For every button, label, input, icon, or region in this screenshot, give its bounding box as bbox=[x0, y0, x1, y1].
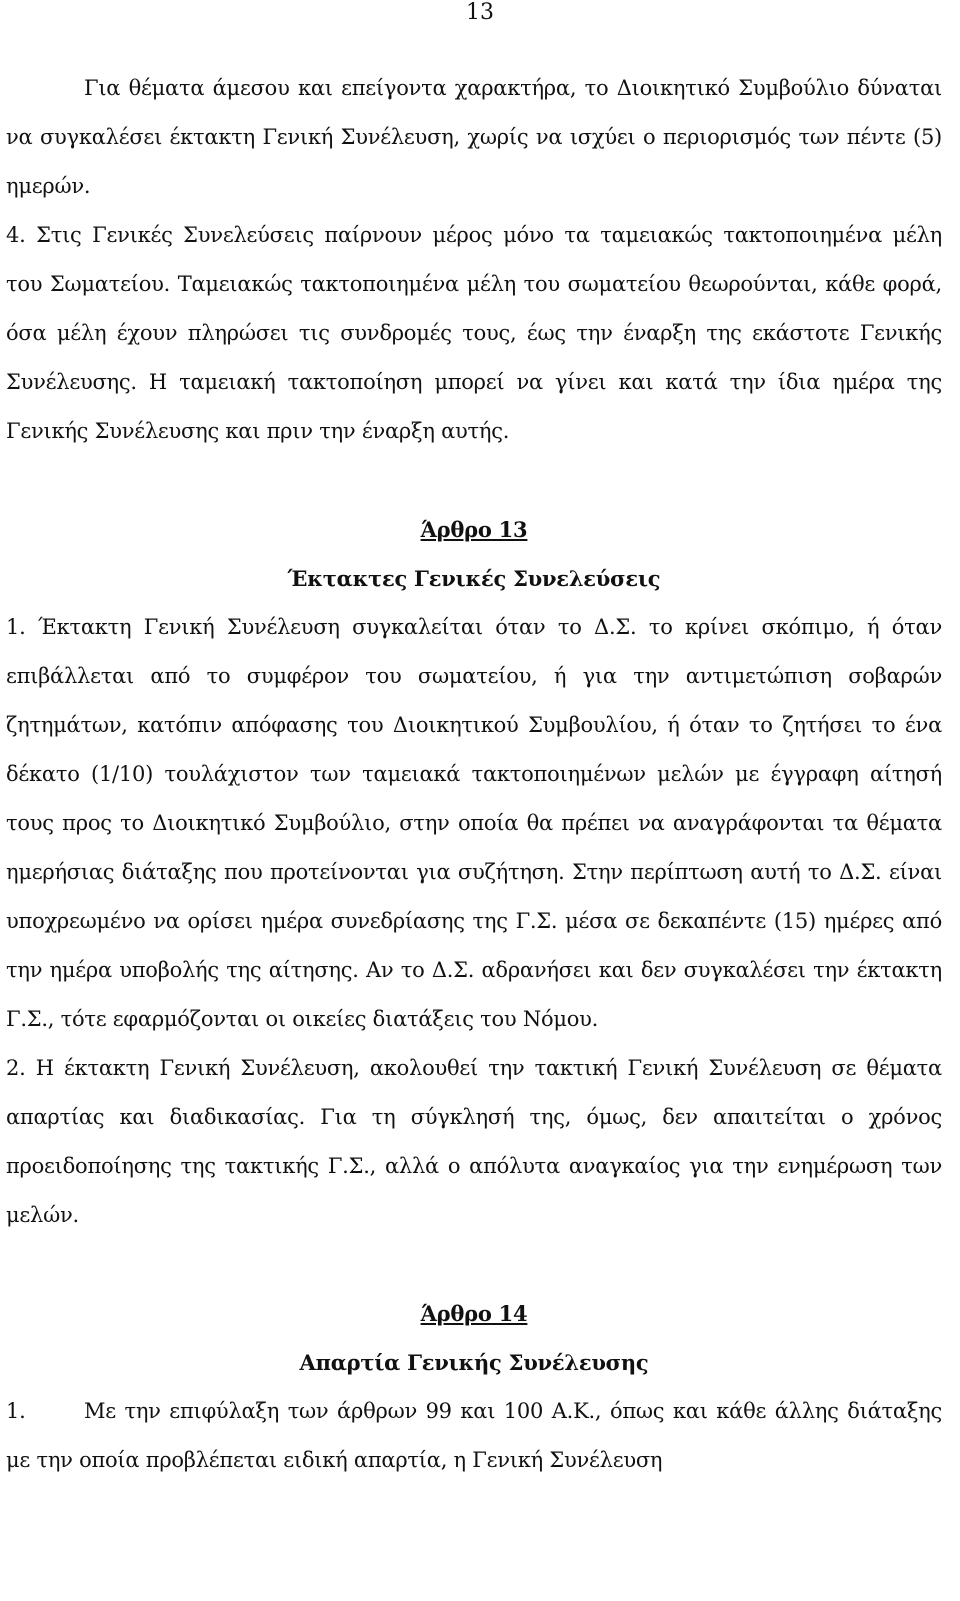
article-14-subtitle: Απαρτία Γενικής Συνέλευσης bbox=[299, 1350, 649, 1375]
article-14-paragraph-1-text: Με την επιφύλαξη των άρθρων 99 και 100 Α.Κ., όπως και κάθε άλλης διάταξης με την οποία προβλέπεται ειδική απαρτία, η Γενική Συνέλευση bbox=[6, 1399, 942, 1472]
article-14-paragraph-1 bbox=[6, 1387, 942, 1485]
page-number: 13 bbox=[466, 0, 494, 25]
spacer bbox=[6, 456, 942, 505]
document-body bbox=[6, 64, 942, 1485]
article-13-title: Άρθρο 13 bbox=[420, 517, 528, 542]
article-14-title: Άρθρο 14 bbox=[420, 1301, 528, 1326]
spacer bbox=[6, 1240, 942, 1289]
article-13-paragraph-1: 1. Έκτακτη Γενική Συνέλευση συγκαλείται όταν το Δ.Σ. το κρίνει σκόπιμο, ή όταν επιβάλλεται από το συμφέρον του σωματείου, ή για την αντιμετώπιση σοβαρών ζητημάτων, κατόπιν απόφασης του Διοικητικού Συμβουλίου, ή όταν το ζητήσει το ένα δέκατο (1/10) τουλάχιστον των ταμειακά τακτοποιημένων μελών με έγγραφη αίτησή τους προς το Διοικητικό Συμβούλιο, στην οποία θα πρέπει να αναγράφονται τα θέματα ημερήσιας διάταξης που προτείνονται για συζήτηση. Στην περίπτωση αυτή το Δ.Σ. είναι υποχρεωμένο να ορίσει ημέρα συνεδρίασης της Γ.Σ. μέσα σε δεκαπέντε (15) ημέρες από την ημέρα υποβολής της αίτησης. Αν το Δ.Σ. αδρανήσει και δεν συγκαλέσει την έκτακτη Γ.Σ., τότε εφαρμόζονται οι οικείες διατάξεις του Νόμου. bbox=[6, 615, 942, 1031]
article-13-subtitle: Έκτακτες Γενικές Συνελεύσεις bbox=[287, 566, 661, 591]
paragraph-item-4: 4. Στις Γενικές Συνελεύσεις παίρνουν μέρος μόνο τα ταμειακώς τακτοποιημένα μέλη του Σωματείου. Ταμειακώς τακτοποιημένα μέλη του σωματείου θεωρούνται, κάθε φορά, όσα μέλη έχουν πληρώσει τις συνδρομές τους, έως την έναρξη της εκάστοτε Γενικής Συνέλευσης. Η ταμειακή τακτοποίηση μπορεί να γίνει και κατά την ίδια ημέρα της Γενικής Συνέλευσης και πριν την έναρξη αυτής. bbox=[6, 223, 942, 443]
article-13-paragraph-2: 2. Η έκτακτη Γενική Συνέλευση, ακολουθεί την τακτική Γενική Συνέλευση σε θέματα απαρτίας και διαδικασίας. Για τη σύγκλησή της, όμως, δεν απαιτείται ο χρόνος προειδοποίησης της τακτικής Γ.Σ., αλλά ο απόλυτα αναγκαίος για την ενημέρωση των μελών. bbox=[6, 1056, 942, 1227]
paragraph-urgent-matters: Για θέματα άμεσου και επείγοντα χαρακτήρα, το Διοικητικό Συμβούλιο δύναται να συγκαλέσει έκτακτη Γενική Συνέλευση, χωρίς να ισχύει ο περιορισμός των πέντε (5) ημερών. bbox=[6, 76, 942, 198]
article-14-paragraph-1-number: 1. bbox=[6, 1399, 26, 1423]
